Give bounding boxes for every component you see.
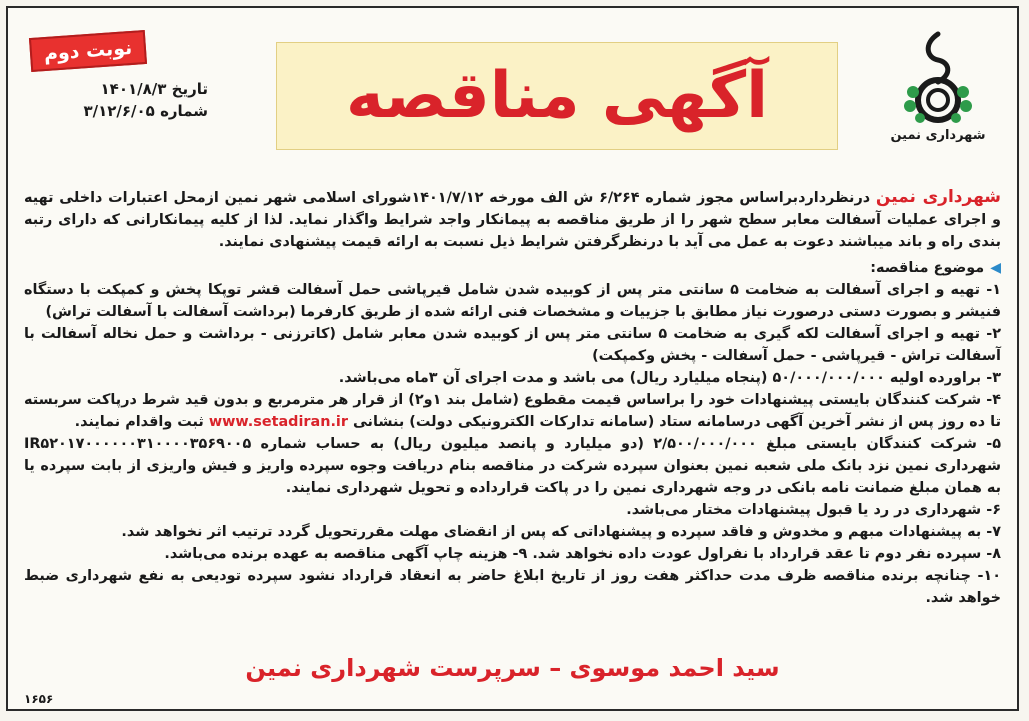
list-item	[24, 521, 1001, 543]
list-item	[24, 323, 1001, 367]
item-text: ۷- به پیشنهادات مبهم و مخدوش و فاقد سپرده و پیشنهاداتی که پس از انقضای مهلت مقررتحویل گردد ترتیب اثر نخواهد شد.	[121, 524, 1001, 540]
header	[8, 8, 1017, 158]
item-text: ۱۰- چنانچه برنده مناقصه ظرف مدت حداکثر هفت روز از تاریخ ابلاغ حاضر به انعقاد قرارداد نشود سپرده تودیعی به نفع شهرداری ضبط خواهد شد.	[24, 568, 1001, 606]
subject-heading-label: موضوع مناقصه:	[870, 260, 985, 276]
list-item	[24, 543, 1001, 565]
item-text: ۴- شرکت کنندگان بایستی پیشنهادات خود را براساس قیمت مقطوع (شامل بند ۱و۲) از قرار هر مترمربع و بدون قید شرط درپاکت سربسته تا ده روز پس از نشر آخرین آگهی درسامانه ستاد (سامانه تدارکات الکترونیکی دولت) بنشانی	[24, 392, 1001, 430]
item-text: ۳- براورده اولیه ۵۰/۰۰۰/۰۰۰/۰۰۰ (پنجاه میلیارد ریال) می باشد و مدت اجرای آن ۳ماه می‌باشد.	[338, 370, 1001, 386]
ad-code: ۱۶۵۶	[24, 692, 54, 706]
signature: سید احمد موسوی – سرپرست شهرداری نمین	[245, 654, 780, 682]
list-item	[24, 367, 1001, 389]
intro-text: درنظرداردبراساس مجوز شماره ۶/۲۶۴ ش الف مورخه ۱۴۰۱/۷/۱۲شورای اسلامی شهر نمین ازمحل اعتبارات داخلی تهیه و اجرای عملیات آسفالت معابر سطح شهر را از طریق مناقصه به پیمانکار واجد شرایط واگذار نماید. لذا از کلیه پیمانکارانی که دارای رتبه بندی راه و باند میباشند دعوت به عمل می آید با درنظرگرفتن شرایط ذیل نسبت به ارائه قیمت پیشنهادی نمایند.	[24, 190, 1001, 250]
list-item	[24, 565, 1001, 609]
notice-page	[6, 6, 1019, 711]
item-text: ۶- شهرداری در رد یا قبول پیشنهادات مختار می‌باشد.	[626, 502, 1001, 518]
setad-link[interactable]: www.setadiran.ir	[208, 414, 348, 430]
list-item	[24, 433, 1001, 499]
round-badge: نوبت دوم	[29, 30, 147, 72]
triangle-bullet-icon: ◀	[990, 260, 1001, 276]
page-title: آگهی مناقصه	[346, 59, 768, 133]
number-line: شماره ۳/۱۲/۶/۰۵	[83, 102, 208, 120]
municipality-name: شهرداری نمین	[875, 187, 1002, 207]
notice-body	[24, 186, 1001, 609]
intro-paragraph	[24, 186, 1001, 253]
item-text-after: ثبت واقدام نمایند.	[74, 414, 209, 430]
municipality-logo-icon	[893, 30, 983, 126]
conditions-list	[24, 279, 1001, 609]
item-text: ۸- سپرده نفر دوم تا عقد قرارداد با نفراول عودت داده نخواهد شد. ۹- هزینه چاپ آگهی مناقصه به عهده برنده می‌باشد.	[164, 546, 1001, 562]
subject-heading	[24, 257, 1001, 279]
item-text: ۱- تهیه و اجرای آسفالت به ضخامت ۵ سانتی متر پس از کوبیده شدن شامل قیرپاشی حمل آسفالت قشر توپکا پخش و کمپکت با دستگاه فنیشر و بصورت دستی درصورت نیاز مطابق با جزییات و مشخصات فنی ارائه شده از طریق کارفرما (برداشت آسفالت با آسفالت تراش)	[24, 282, 1001, 320]
logo	[883, 30, 993, 148]
item-text: ۲- تهیه و اجرای آسفالت لکه گیری به ضخامت ۵ سانتی متر پس از کوبیده شدن معابر شامل (کاترزنی - برداشت و حمل نخاله آسفالت با آسفالت تراش - قیرپاشی - حمل آسفالت - پخش وکمپکت)	[24, 326, 1001, 364]
logo-caption: شهرداری نمین	[890, 128, 986, 143]
notice-dates	[48, 78, 208, 122]
date-line: تاریخ ۱۴۰۱/۸/۳	[100, 80, 208, 98]
title-box	[276, 42, 838, 150]
list-item	[24, 279, 1001, 323]
list-item	[24, 389, 1001, 433]
list-item	[24, 499, 1001, 521]
item-text: ۵- شرکت کنندگان بایستی مبلغ ۲/۵۰۰/۰۰۰/۰۰۰ (دو میلیارد و پانصد میلیون ریال) به حساب شماره IR۵۲۰۱۷۰۰۰۰۰۰۳۱۰۰۰۰۳۵۶۹۰۰۵ شهرداری نمین نزد بانک ملی شعبه نمین بعنوان سپرده شرکت در مناقصه بنام دریافت وجوه سپرده واریز و فیش واریزی از بابت سپرده یا به همان مبلغ ضمانت نامه بانکی در وجه شهرداری نمین را در پاکت قرارداده و تحویل شهرداری نمایند.	[24, 436, 1001, 496]
